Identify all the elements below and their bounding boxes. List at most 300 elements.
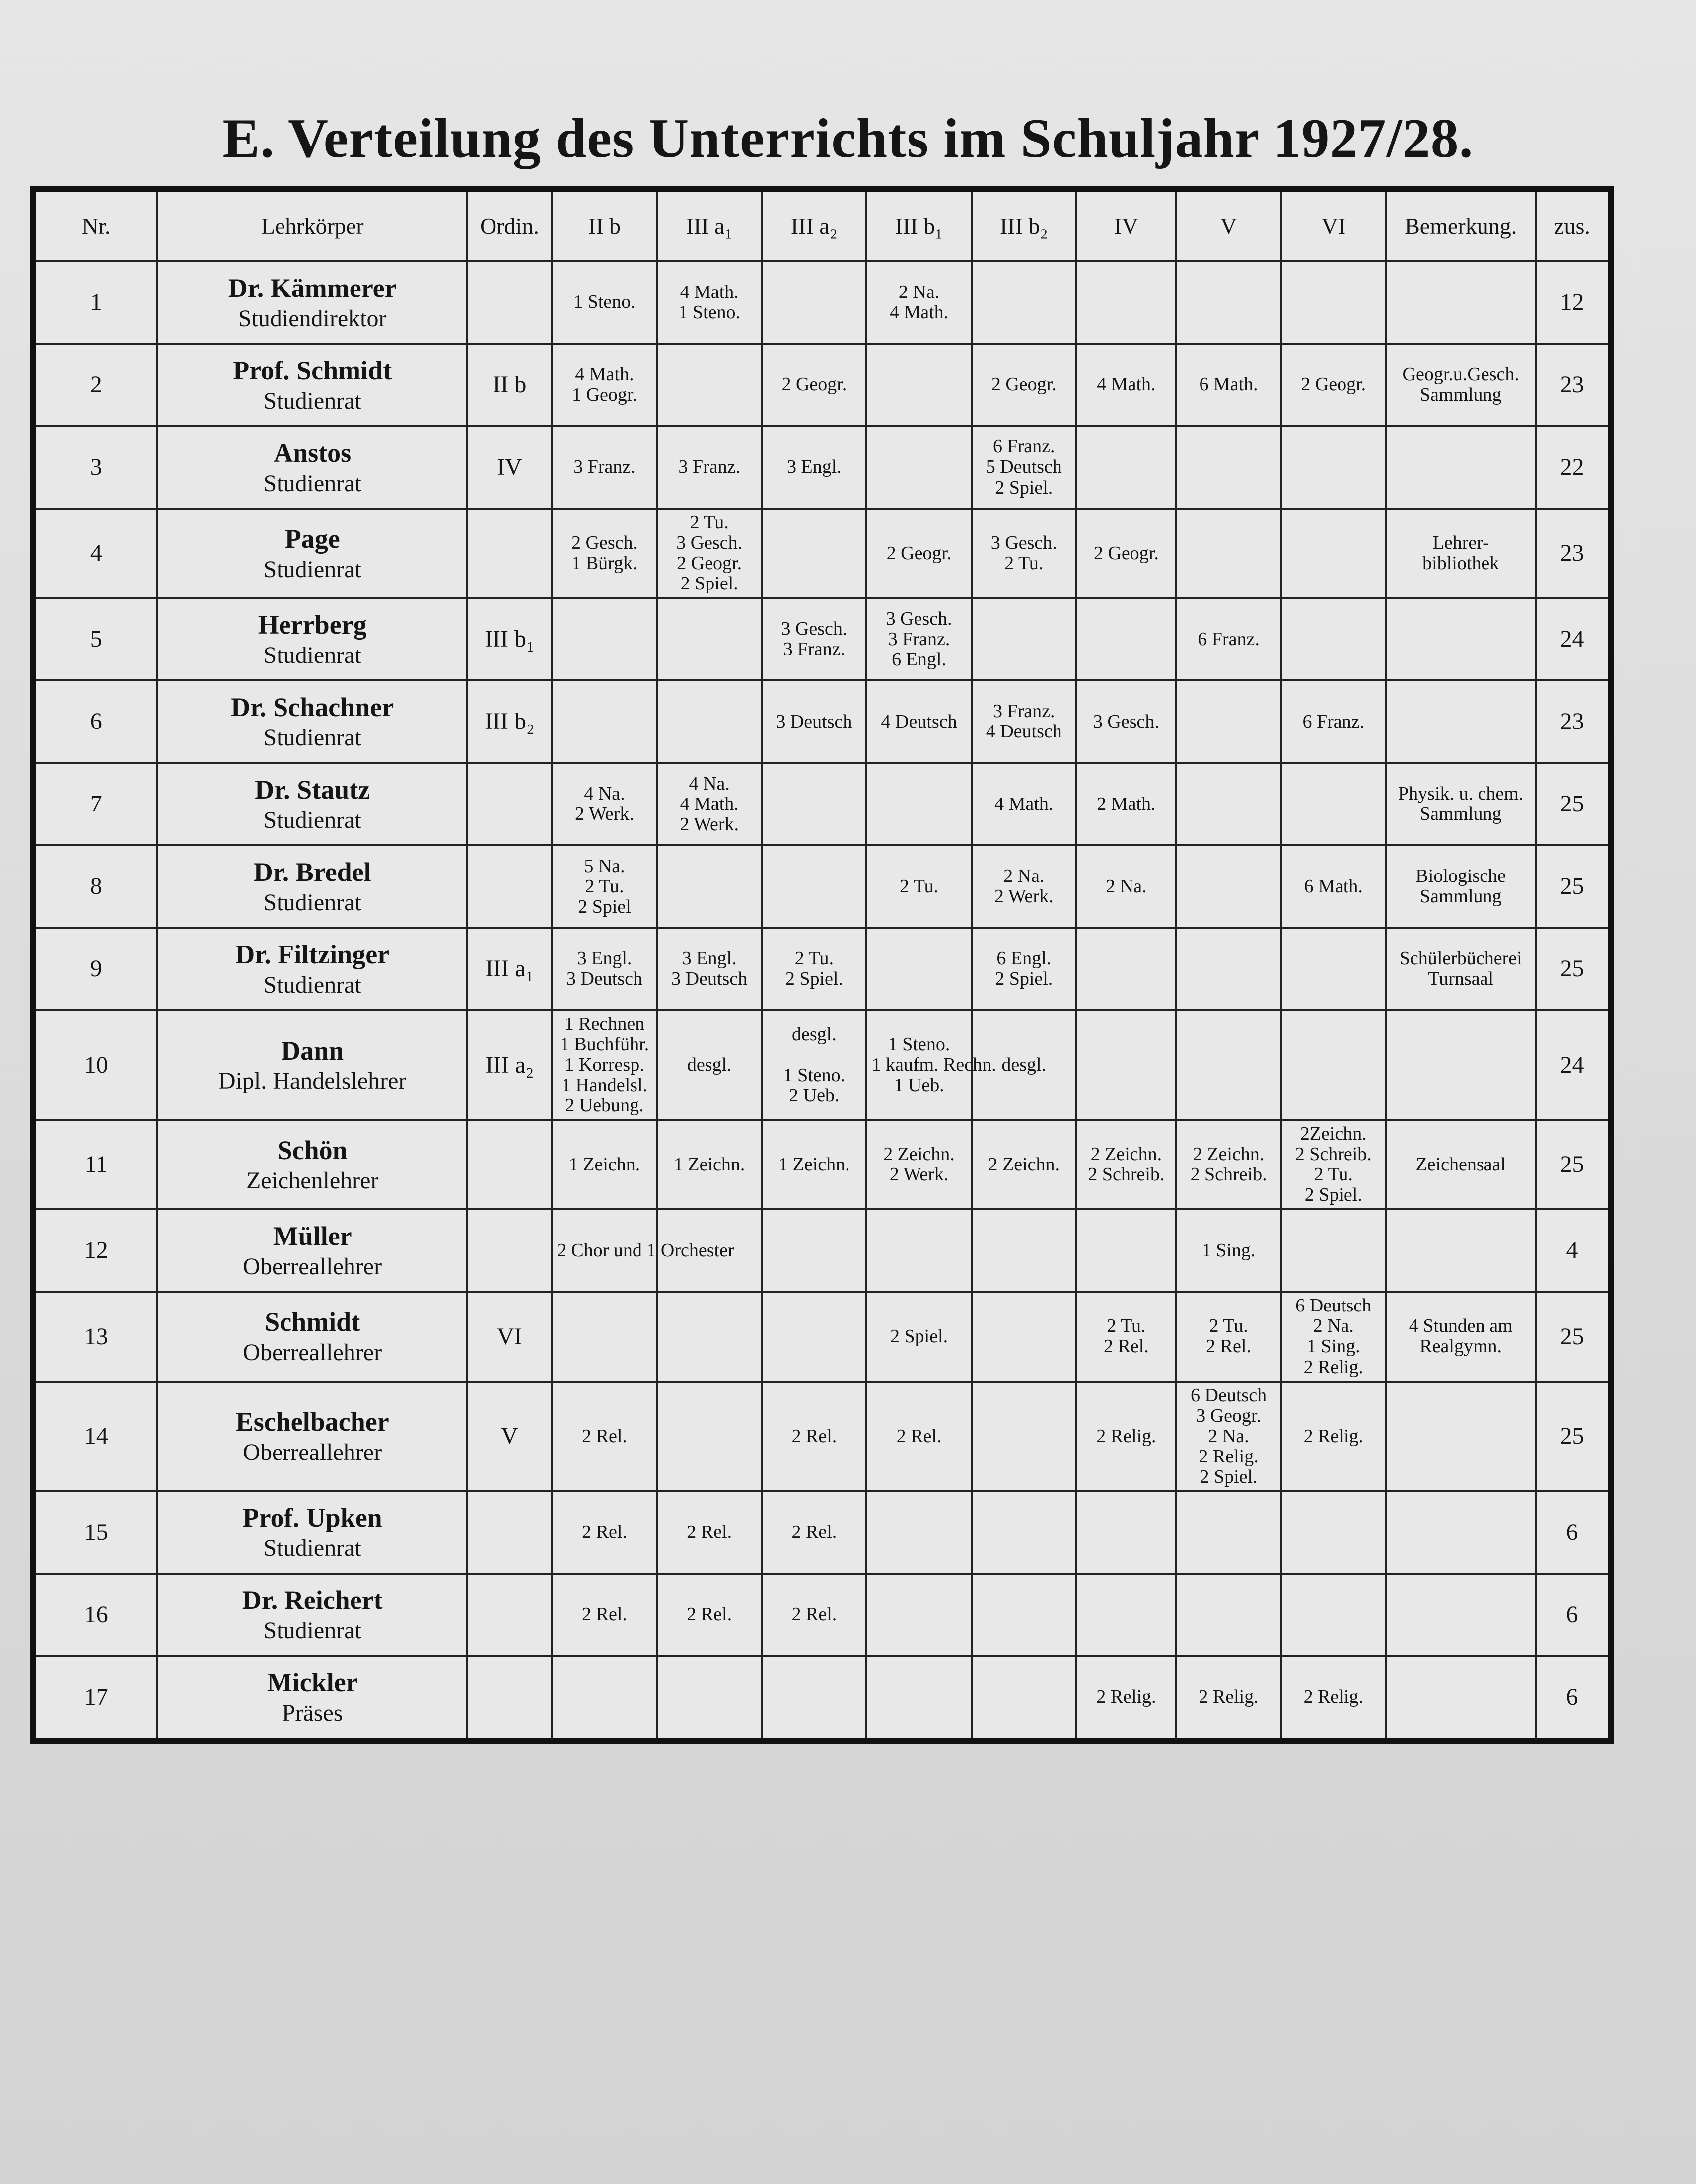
lesson-cell <box>1176 1120 1281 1209</box>
lesson-cell <box>1176 426 1281 509</box>
table-row <box>33 426 1611 509</box>
cell-line: Geogr.u.Gesch. <box>1402 364 1519 385</box>
cell-line: 4 Math. <box>889 302 949 323</box>
cell-line <box>871 1522 966 1542</box>
cell-line: 2 Spiel. <box>680 573 738 594</box>
cell-line: 2 Gesch. <box>571 532 637 554</box>
cell-line: 2 Relig. <box>1199 1446 1259 1467</box>
lesson-cell <box>657 598 762 680</box>
ordinariat-cell <box>467 509 552 598</box>
lesson-cell <box>1076 1574 1176 1656</box>
remark-cell <box>1386 426 1536 509</box>
row-number: 10 <box>33 1010 157 1120</box>
cell-line: Biologische <box>1415 866 1506 887</box>
lesson-cell <box>762 1010 866 1120</box>
lesson-cell <box>1076 1491 1176 1574</box>
table-row <box>33 1574 1611 1656</box>
lesson-cell <box>1076 928 1176 1010</box>
cell-line <box>1081 1604 1171 1625</box>
cell-line <box>767 1687 861 1707</box>
cell-line <box>1181 457 1276 477</box>
teacher-cell <box>157 680 467 763</box>
teacher-title: Präses <box>282 1700 343 1727</box>
cell-line: 3 Franz. <box>888 628 950 650</box>
cell-line: bibliothek <box>1422 553 1499 574</box>
cell-line: 2 Rel. <box>791 1604 837 1625</box>
lesson-cell <box>972 763 1076 845</box>
row-number: 9 <box>33 928 157 1010</box>
lesson-cell <box>866 598 971 680</box>
teacher-name: Schön <box>277 1135 348 1165</box>
teacher-name: Page <box>284 523 340 554</box>
lesson-cell <box>1076 1382 1176 1491</box>
cell-line <box>1181 1604 1276 1625</box>
cell-line: 5 Na. <box>584 855 625 876</box>
teacher-name: Dr. Reichert <box>242 1585 383 1615</box>
cell-line: 4 Math. <box>994 793 1054 814</box>
cell-line: 2 Relig. <box>1096 1425 1156 1447</box>
cell-line: Sammlung <box>1419 384 1502 405</box>
remark-cell <box>1386 763 1536 845</box>
cell-line: 4 Math. <box>680 281 739 302</box>
cell-line: 2 Spiel. <box>1200 1466 1258 1487</box>
lesson-cell <box>762 426 866 509</box>
column-header: Nr. <box>33 189 157 261</box>
lesson-cell <box>866 344 971 426</box>
cell-line <box>1181 292 1276 312</box>
cell-line: 2 Rel. <box>791 1425 837 1447</box>
cell-line: 3 Franz. <box>783 639 846 660</box>
row-number: 11 <box>33 1120 157 1209</box>
cell-line: 1 Sing. <box>1306 1336 1360 1357</box>
cell-line: 2 Schreib. <box>1088 1164 1165 1185</box>
lesson-cell <box>1076 598 1176 680</box>
lesson-cell <box>552 344 657 426</box>
total-hours-cell: 12 <box>1536 261 1611 344</box>
cell-line <box>662 374 757 395</box>
lesson-cell <box>866 845 971 928</box>
teacher-title: Studienrat <box>263 556 361 582</box>
teacher-cell <box>157 1120 467 1209</box>
teacher-name: Schmidt <box>265 1307 360 1337</box>
total-hours-cell: 6 <box>1536 1574 1611 1656</box>
teacher-cell <box>157 509 467 598</box>
lesson-cell <box>657 1491 762 1574</box>
cell-line <box>662 1426 757 1447</box>
total-hours-cell: 25 <box>1536 1292 1611 1381</box>
lesson-cell <box>866 680 971 763</box>
teacher-cell <box>157 845 467 928</box>
lesson-cell <box>866 509 971 598</box>
table-row <box>33 1382 1611 1491</box>
cell-line: 2 Tu. <box>1107 1315 1146 1337</box>
cell-line <box>767 794 861 814</box>
teacher-name: Eschelbacher <box>235 1406 389 1437</box>
cell-line: 1 Buchführ. <box>560 1034 649 1055</box>
cell-line: 2 Relig. <box>1199 1686 1259 1708</box>
total-hours-cell: 6 <box>1536 1491 1611 1574</box>
total-hours-cell: 23 <box>1536 509 1611 598</box>
total-hours-cell: 25 <box>1536 845 1611 928</box>
lesson-cell <box>762 1656 866 1741</box>
cell-line <box>1286 1055 1381 1075</box>
table-row <box>33 1292 1611 1381</box>
cell-line: 5 Deutsch <box>986 456 1062 478</box>
cell-line: Sammlung <box>1419 886 1502 907</box>
table-body <box>33 261 1611 1741</box>
ordinariat-cell: III a₂ <box>467 1010 552 1120</box>
row-number: 13 <box>33 1292 157 1381</box>
cell-line: 2Zeichn. <box>1300 1123 1367 1145</box>
table-row <box>33 344 1611 426</box>
lesson-cell <box>1076 1010 1176 1120</box>
cell-line: 2 Tu. <box>794 948 834 969</box>
cell-line: 6 Deutsch <box>1191 1384 1267 1406</box>
total-hours-cell: 4 <box>1536 1209 1611 1292</box>
lesson-cell <box>657 680 762 763</box>
row-number: 4 <box>33 509 157 598</box>
lesson-cell <box>972 928 1076 1010</box>
total-hours-cell: 23 <box>1536 680 1611 763</box>
cell-line: 2 Relig. <box>1303 1425 1363 1447</box>
cell-line <box>1391 1426 1531 1447</box>
remark-cell <box>1386 1656 1536 1741</box>
lesson-cell <box>1076 1209 1176 1292</box>
teacher-cell <box>157 1292 467 1381</box>
row-number: 16 <box>33 1574 157 1656</box>
row-number: 2 <box>33 344 157 426</box>
ordinariat-cell <box>467 1209 552 1292</box>
lesson-cell <box>866 1574 971 1656</box>
cell-line: 2 Zeichn. <box>1090 1144 1162 1165</box>
column-header: Lehrkörper <box>157 189 467 261</box>
remark-cell <box>1386 680 1536 763</box>
cell-line <box>1286 1240 1381 1261</box>
cell-line <box>1391 1687 1531 1707</box>
cell-line: 1 Zeichn. <box>568 1154 640 1175</box>
remark-cell <box>1386 1574 1536 1656</box>
cell-line <box>1286 959 1381 979</box>
cell-line: 2 Spiel. <box>995 968 1053 990</box>
cell-line <box>557 1687 652 1707</box>
cell-line: 1 Steno. <box>783 1064 846 1086</box>
lesson-cell <box>866 1209 971 1292</box>
cell-line <box>662 876 757 897</box>
row-number: 7 <box>33 763 157 845</box>
column-header: VI <box>1281 189 1386 261</box>
cell-line: 6 Math. <box>1304 875 1363 897</box>
cell-line <box>1391 1240 1531 1261</box>
lesson-cell <box>552 509 657 598</box>
cell-line <box>662 1687 757 1707</box>
row-number: 3 <box>33 426 157 509</box>
cell-line: 2 Werk. <box>994 886 1054 907</box>
cell-line: 1 Ueb. <box>894 1075 944 1096</box>
table-row <box>33 261 1611 344</box>
lesson-cell <box>1176 598 1281 680</box>
cell-line: 4 Na. <box>584 783 625 804</box>
cell-line <box>557 629 652 650</box>
cell-line: 6 Franz. <box>992 436 1055 457</box>
cell-line: 6 Engl. <box>996 948 1052 969</box>
cell-line <box>871 457 966 477</box>
cell-line <box>1391 1522 1531 1542</box>
cell-line: 2 Na. <box>1003 866 1045 887</box>
lesson-cell <box>762 1382 866 1491</box>
cell-line <box>662 629 757 650</box>
cell-line: 2 Tu. <box>1314 1164 1353 1185</box>
cell-line <box>871 959 966 979</box>
lesson-cell <box>1281 598 1386 680</box>
cell-line: 1 Steno. <box>573 291 636 313</box>
lesson-cell <box>552 1120 657 1209</box>
cell-line: 4 Math. <box>575 364 634 385</box>
lesson-cell <box>1281 1574 1386 1656</box>
table-row <box>33 1656 1611 1741</box>
lesson-cell <box>762 1292 866 1381</box>
teacher-title: Studienrat <box>263 971 361 998</box>
cell-line: 2 Geogr. <box>1301 374 1366 395</box>
teacher-name: Dr. Bredel <box>253 857 371 887</box>
table-row <box>33 1491 1611 1574</box>
cell-line <box>767 543 861 564</box>
cell-line <box>977 1240 1071 1261</box>
teacher-name: Dr. Schachner <box>231 692 394 722</box>
cell-line <box>871 374 966 395</box>
lesson-cell <box>762 680 866 763</box>
cell-line: 2 Geogr. <box>1093 542 1159 564</box>
teacher-title: Dipl. Handelslehrer <box>218 1068 407 1094</box>
lesson-cell <box>762 845 866 928</box>
cell-line: 2 Relig. <box>1303 1686 1363 1708</box>
cell-line: 6 Math. <box>1199 374 1258 395</box>
cell-line: 2 Rel. <box>582 1604 627 1625</box>
cell-line: 2 Na. <box>1313 1315 1354 1337</box>
row-number: 1 <box>33 261 157 344</box>
teacher-name: Prof. Schmidt <box>233 355 392 385</box>
total-hours-cell: 25 <box>1536 1120 1611 1209</box>
cell-line: 4 Math. <box>680 793 739 814</box>
lesson-cell <box>972 344 1076 426</box>
lesson-cell <box>972 845 1076 928</box>
cell-line <box>977 1426 1071 1447</box>
cell-line <box>1181 1522 1276 1542</box>
cell-line <box>871 1687 966 1707</box>
lesson-cell <box>866 928 971 1010</box>
teacher-title: Studiendirektor <box>238 305 387 332</box>
cell-line: 4 Deutsch <box>986 721 1062 742</box>
cell-line: 2 Schreib. <box>1190 1164 1267 1185</box>
ordinariat-cell: VI <box>467 1292 552 1381</box>
lesson-cell <box>1281 763 1386 845</box>
teacher-name: Anstos <box>274 437 352 468</box>
lesson-cell <box>762 1491 866 1574</box>
lesson-cell <box>552 261 657 344</box>
cell-line <box>871 794 966 814</box>
column-header: Bemerkung. <box>1386 189 1536 261</box>
remark-cell <box>1386 1491 1536 1574</box>
lesson-cell <box>866 1292 971 1381</box>
table-row <box>33 1209 1611 1292</box>
column-header: Ordin. <box>467 189 552 261</box>
remark-cell <box>1386 1120 1536 1209</box>
cell-line <box>767 876 861 897</box>
teacher-title: Studienrat <box>263 642 361 668</box>
teacher-cell <box>157 598 467 680</box>
lesson-cell <box>762 1120 866 1209</box>
lesson-cell <box>657 763 762 845</box>
cell-line <box>977 629 1071 650</box>
ordinariat-cell: IV <box>467 426 552 509</box>
cell-line: 1 Bürgk. <box>571 553 637 574</box>
cell-line <box>1391 457 1531 477</box>
lesson-cell <box>1176 763 1281 845</box>
cell-line <box>557 712 652 732</box>
cell-line: 2 Rel. <box>791 1522 837 1543</box>
cell-line: 2 Spiel. <box>1304 1184 1362 1206</box>
cell-line: 1 Rechnen <box>564 1014 645 1035</box>
lesson-cell <box>1176 680 1281 763</box>
cell-line: 3 Gesch. <box>1093 711 1159 732</box>
cell-line <box>1081 457 1171 477</box>
cell-line: Schülerbücherei <box>1399 948 1522 969</box>
remark-cell <box>1386 845 1536 928</box>
cell-line: 3 Deutsch <box>566 968 643 990</box>
cell-line: 3 Franz. <box>573 456 636 478</box>
cell-line: 2 Tu. <box>690 512 729 533</box>
lesson-cell <box>972 426 1076 509</box>
cell-line <box>767 292 861 312</box>
lesson-cell <box>1281 1010 1386 1120</box>
cell-line: 2 Werk. <box>680 813 739 835</box>
lesson-cell <box>552 845 657 928</box>
cell-line <box>1081 1055 1171 1075</box>
ordinariat-cell <box>467 1491 552 1574</box>
lesson-cell <box>1281 509 1386 598</box>
cell-line: 3 Engl. <box>577 948 632 969</box>
lesson-cell <box>657 1574 762 1656</box>
cell-line: 2 Relig. <box>1303 1356 1363 1378</box>
lesson-cell <box>1281 845 1386 928</box>
cell-line: 1 Zeichn. <box>778 1154 850 1175</box>
cell-line <box>1391 712 1531 732</box>
remark-cell <box>1386 598 1536 680</box>
cell-line <box>767 1240 861 1261</box>
cell-line: 2 Na. <box>1208 1425 1249 1447</box>
cell-line <box>1181 794 1276 814</box>
teacher-name: Dr. Kämmerer <box>228 273 397 303</box>
cell-line: 4 Deutsch <box>881 711 957 732</box>
table-row <box>33 763 1611 845</box>
cell-line: 3 Deutsch <box>671 968 748 990</box>
lesson-cell <box>1076 680 1176 763</box>
cell-line <box>1286 1522 1381 1542</box>
lesson-cell <box>552 426 657 509</box>
cell-line: Zeichensaal <box>1415 1154 1506 1175</box>
cell-line <box>1181 1055 1276 1075</box>
remark-cell <box>1386 509 1536 598</box>
lesson-cell <box>972 1120 1076 1209</box>
cell-line: 2 Ueb. <box>789 1085 840 1106</box>
cell-line: Turnsaal <box>1428 968 1493 990</box>
lesson-cell <box>1176 845 1281 928</box>
lesson-cell <box>1176 344 1281 426</box>
cell-line <box>1286 1604 1381 1625</box>
cell-line: 1 Handelsl. <box>561 1075 648 1096</box>
ordinariat-cell: V <box>467 1382 552 1491</box>
cell-line: 3 Franz. <box>992 701 1055 722</box>
remark-cell <box>1386 1382 1536 1491</box>
total-hours-cell: 25 <box>1536 928 1611 1010</box>
column-header: IV <box>1076 189 1176 261</box>
lesson-cell <box>866 426 971 509</box>
lesson-cell <box>552 1292 657 1381</box>
teacher-cell <box>157 1010 467 1120</box>
cell-line: 2 Zeichn. <box>883 1144 955 1165</box>
cell-line <box>977 1326 1071 1347</box>
total-hours-cell: 25 <box>1536 1382 1611 1491</box>
column-header: III a₂ <box>762 189 866 261</box>
cell-line: 2 Spiel. <box>995 477 1053 498</box>
cell-line: 2 Tu. <box>899 875 939 897</box>
cell-line <box>1181 959 1276 979</box>
lesson-cell <box>762 1209 866 1292</box>
lesson-cell <box>972 261 1076 344</box>
cell-line: Lehrer- <box>1432 532 1489 554</box>
lesson-cell <box>657 509 762 598</box>
cell-line: 2 Zeichn. <box>1193 1144 1265 1165</box>
cell-line: Realgymn. <box>1419 1336 1502 1357</box>
column-header: V <box>1176 189 1281 261</box>
cell-line: Sammlung <box>1419 803 1502 825</box>
teacher-title: Studienrat <box>263 806 361 833</box>
cell-line <box>977 1604 1071 1625</box>
remark-cell <box>1386 1010 1536 1120</box>
ordinariat-cell: III b₁ <box>467 598 552 680</box>
lesson-cell <box>1076 344 1176 426</box>
teacher-cell <box>157 1209 467 1292</box>
lesson-cell <box>1281 1382 1386 1491</box>
cell-line: Physik. u. chem. <box>1398 783 1524 804</box>
cell-line: 6 Franz. <box>1302 711 1365 732</box>
teacher-title: Oberreallehrer <box>243 1253 382 1280</box>
cell-line: 1 Steno. <box>888 1034 950 1055</box>
teacher-title: Oberreallehrer <box>243 1339 382 1366</box>
cell-line: 2 Spiel <box>578 896 631 917</box>
lesson-cell <box>1076 1120 1176 1209</box>
table-row <box>33 1120 1611 1209</box>
teacher-title: Oberreallehrer <box>243 1439 382 1465</box>
teacher-name: Mickler <box>267 1668 358 1698</box>
ordinariat-cell <box>467 1574 552 1656</box>
cell-line: 2 Tu. <box>585 875 624 897</box>
cell-line <box>977 292 1071 312</box>
lesson-cell <box>762 1574 866 1656</box>
remark-cell <box>1386 261 1536 344</box>
table-row <box>33 509 1611 598</box>
column-header: zus. <box>1536 189 1611 261</box>
cell-line <box>1286 543 1381 564</box>
cell-line: 2 Rel. <box>582 1425 627 1447</box>
teacher-name: Dann <box>281 1035 344 1066</box>
cell-line: 2 Math. <box>1097 793 1156 814</box>
lesson-cell <box>762 261 866 344</box>
lesson-cell <box>1176 1656 1281 1741</box>
cell-line: 1 kaufm. Rechn. <box>871 1054 996 1076</box>
lesson-cell <box>657 928 762 1010</box>
ordinariat-cell <box>467 261 552 344</box>
cell-line <box>767 1326 861 1347</box>
